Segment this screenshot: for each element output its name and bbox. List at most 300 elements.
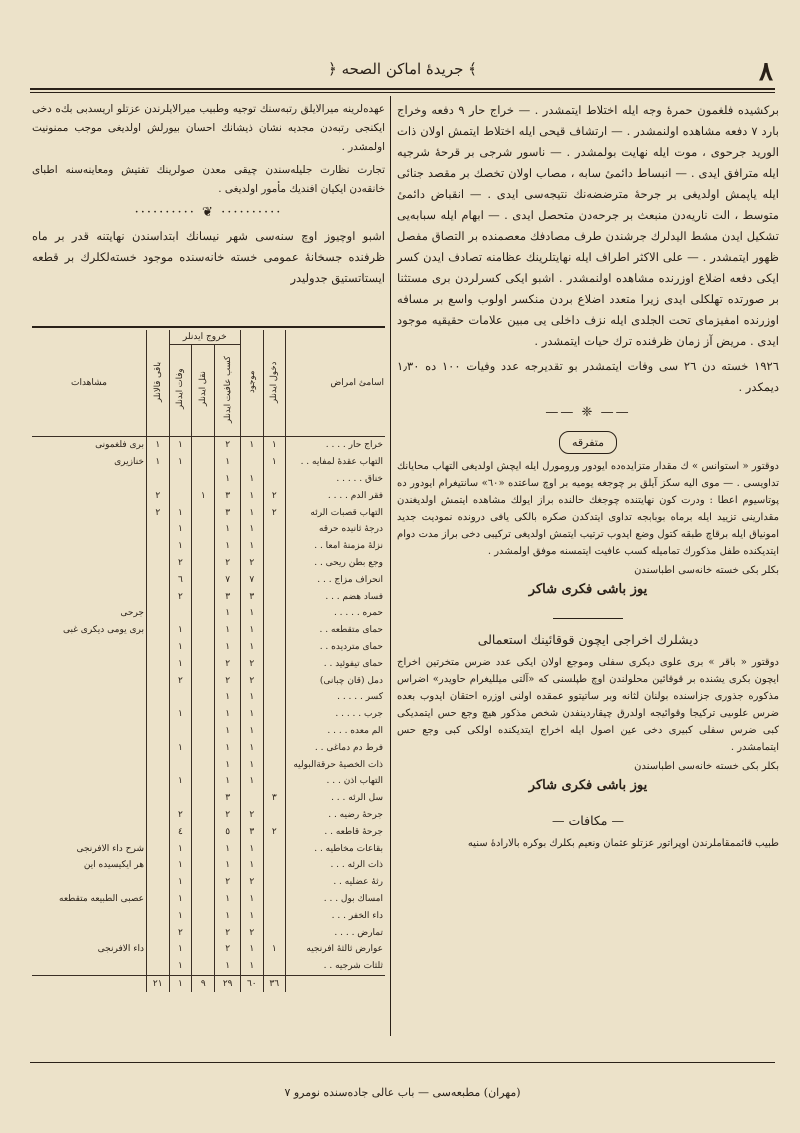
count-cell — [192, 454, 215, 471]
total-cell: ٢١ — [147, 975, 170, 992]
count-cell: ١ — [192, 487, 215, 504]
count-cell: ١ — [169, 773, 192, 790]
observation-cell: خنازيرى — [114, 457, 144, 468]
footer-rule — [30, 1062, 775, 1063]
table-row — [32, 672, 385, 689]
count-cell — [147, 857, 170, 874]
observation-cell — [32, 907, 147, 924]
count-cell — [192, 958, 215, 975]
total-cell: ٢٩ — [215, 975, 241, 992]
count-cell — [192, 538, 215, 555]
count-cell: ١ — [263, 941, 285, 958]
observation-cell — [32, 571, 147, 588]
count-cell — [263, 807, 285, 824]
count-cell: ٣ — [215, 790, 241, 807]
table-row — [32, 655, 385, 672]
count-cell: ١ — [263, 454, 285, 471]
count-cell: ١ — [215, 454, 241, 471]
total-cell: ١ — [169, 975, 192, 992]
count-cell: ٢ — [215, 941, 241, 958]
count-cell — [192, 471, 215, 488]
count-cell — [263, 706, 285, 723]
count-cell: ١ — [241, 521, 263, 538]
count-cell: ١ — [215, 639, 241, 656]
count-cell: ١ — [215, 739, 241, 756]
count-cell: ١ — [169, 504, 192, 521]
table-row — [32, 958, 385, 975]
count-cell — [147, 907, 170, 924]
count-cell: ١ — [215, 756, 241, 773]
observation-cell — [32, 639, 147, 656]
observation-cell — [32, 874, 147, 891]
disease-name: خراج حار . . . . — [286, 437, 386, 454]
count-cell — [263, 857, 285, 874]
disease-name: التهاب قصبات الرئه — [286, 504, 386, 521]
count-cell — [192, 689, 215, 706]
printer-footer: (مهران) مطبعه‌سى — باب عالى جاده‌سنده نومرو ٧ — [284, 1086, 521, 1099]
table-row — [32, 840, 385, 857]
count-cell: ١ — [241, 941, 263, 958]
count-cell: ١ — [241, 739, 263, 756]
count-cell — [147, 471, 170, 488]
count-cell: ١ — [241, 471, 263, 488]
table-row — [32, 571, 385, 588]
observation-cell: برى يومى ديكرى غبى — [63, 625, 144, 636]
count-cell: ١ — [241, 857, 263, 874]
count-cell — [263, 538, 285, 555]
count-cell — [169, 471, 192, 488]
count-cell — [263, 605, 285, 622]
count-cell — [263, 471, 285, 488]
disease-name: التهاب عقدهٔ لمفايه . . — [286, 454, 386, 471]
disease-name: ثلثات شرجيه . . — [286, 958, 386, 975]
count-cell: ١ — [241, 706, 263, 723]
table-row — [32, 504, 385, 521]
table-row — [32, 622, 385, 639]
count-cell: ١ — [215, 958, 241, 975]
count-cell: ١ — [241, 958, 263, 975]
disease-name: فساد هضم . . . — [286, 588, 386, 605]
table-row — [32, 739, 385, 756]
statistics-table — [32, 330, 385, 992]
count-cell — [263, 907, 285, 924]
count-cell: ١ — [215, 857, 241, 874]
count-cell: ٢ — [169, 672, 192, 689]
table-row — [32, 689, 385, 706]
count-cell — [192, 823, 215, 840]
disease-name: جرحهٔ قاطعه . . — [286, 823, 386, 840]
count-cell: ١ — [169, 739, 192, 756]
observations-header: مشاهدات — [32, 330, 147, 437]
count-cell — [263, 588, 285, 605]
count-cell — [263, 655, 285, 672]
disease-name: امساك بول . . . — [286, 891, 386, 908]
count-cell — [263, 571, 285, 588]
count-cell: ٣ — [215, 504, 241, 521]
table-row — [32, 588, 385, 605]
total-cell: ٣٦ — [263, 975, 285, 992]
count-cell: ٢ — [263, 823, 285, 840]
count-cell — [192, 874, 215, 891]
disease-name: ذات الرئه . . . — [286, 857, 386, 874]
count-cell: ٦ — [169, 571, 192, 588]
observation-cell — [32, 487, 147, 504]
count-cell — [263, 958, 285, 975]
count-cell — [192, 655, 215, 672]
count-cell — [192, 672, 215, 689]
disease-name: التهاب اذن . . . — [286, 773, 386, 790]
count-cell: ١ — [241, 689, 263, 706]
count-cell: ١ — [169, 454, 192, 471]
disease-name: دمل (قان چبانى) — [286, 672, 386, 689]
count-cell: ٢ — [169, 807, 192, 824]
table-row — [32, 874, 385, 891]
awards-text: طبيب قائممقاملرندن اوپراتور عزتلو عثمان ونعيم بكلرك بوكره بالارادهٔ سنيه — [467, 838, 779, 849]
count-cell — [169, 756, 192, 773]
observation-cell — [32, 756, 147, 773]
count-cell — [147, 739, 170, 756]
count-cell: ٥ — [215, 823, 241, 840]
count-cell: ١ — [169, 907, 192, 924]
count-cell: ٣ — [241, 823, 263, 840]
header-rule — [30, 88, 775, 90]
observation-cell — [32, 706, 147, 723]
ornament-divider-left: ·········· ❦ ·········· — [134, 205, 283, 220]
count-cell — [192, 924, 215, 941]
count-cell — [241, 790, 263, 807]
count-cell: ٢ — [241, 655, 263, 672]
count-cell — [147, 622, 170, 639]
count-cell: ١ — [215, 622, 241, 639]
count-cell — [147, 706, 170, 723]
count-cell — [192, 555, 215, 572]
count-cell: ١ — [241, 773, 263, 790]
count-cell — [192, 605, 215, 622]
section2-text: دوقتور « باقر » برى علوى ديكرى سفلى وموجع اولان ايكى عدد ضرس متخرتين اخراج ايچون بكرى يشنده بر قوقائين محلولندن اوچ طپلسنى كه «آلتى ميلليغرام حاويدر» اضراس مذكوره جذورى جزاسنده بولنان لثانه وبر ساتيتوو عمقده اولنى اوزره احتقان ايدوب بعده ضرس علوىيى تركيجا وقوائيجه اولدرق چيقاردينفدن شخص مذكور هيچ وجع حس ايتمديكى كبى ضرس سفلى كبيرى دخى عين اصول ايله اخراج ايتديكنده اولكى كبى وجع حس ايتمامشدر . — [397, 657, 779, 753]
observation-cell: شرح داء الافرنجى — [76, 843, 144, 854]
journal-title: ﴾ جريدهٔ اماكن الصحه ﴿ — [328, 60, 477, 78]
disease-name: الم معده . . . . — [286, 723, 386, 740]
count-cell — [192, 773, 215, 790]
disease-name: خناق . . . . . — [286, 471, 386, 488]
observation-cell — [32, 504, 147, 521]
observation-cell — [32, 471, 147, 488]
count-cell — [147, 571, 170, 588]
count-cell: ١ — [241, 907, 263, 924]
count-cell: ٣ — [263, 790, 285, 807]
count-cell — [263, 639, 285, 656]
disease-name: جرحهٔ رضيه . . — [286, 807, 386, 824]
ornament-divider: —— ❈ —— — [545, 405, 631, 420]
count-cell — [169, 487, 192, 504]
count-cell: ٢ — [241, 807, 263, 824]
section2-signature: يوز باشى فكرى شاكر — [528, 778, 648, 793]
count-cell — [241, 454, 263, 471]
count-cell: ١ — [169, 958, 192, 975]
count-cell — [147, 891, 170, 908]
count-cell — [192, 857, 215, 874]
count-cell: ١ — [241, 538, 263, 555]
count-cell: ١ — [215, 471, 241, 488]
count-cell: ٧ — [215, 571, 241, 588]
count-cell — [192, 790, 215, 807]
table-row — [32, 790, 385, 807]
count-cell: ١ — [169, 521, 192, 538]
totals-obs — [32, 975, 147, 992]
count-cell — [263, 622, 285, 639]
page-header — [30, 55, 775, 85]
observation-cell — [32, 723, 147, 740]
misc-text: دوقتور « استوانس » ك مقدار متزايده‌ده ايودور ورومورل ايله ايچش اولديغى التهاب محايانك تداويسى . — موى اليه سكز آيلق بر چوجغه يوميه بر اوچ ساعتده «٦٠» سانتيغرام ايودور ده پوتاسيوم اعطا : ودرت كون نهايتنده چوجغك حالنده براز ايولك مشاهده ايتمش اولديغندن مقدارينى تزييد ايله برماه بوبابجه تداوى ايتدكدن صكره بالكى يافى درونده نموديت جديد امونياق ايله برقاچ طبقه كتول وضع ايدوب ترتيب ايتمش اولديغى تركيبى دخى براز مدت دوام ايتديكنده طفل مذكورك تماميله كسب عافيت ايتمسنه موفق اولمشدر . — [397, 461, 779, 557]
count-cell — [263, 689, 285, 706]
count-cell — [192, 706, 215, 723]
disease-name: نزلهٔ مزمنهٔ امعا . . — [286, 538, 386, 555]
count-cell: ١ — [169, 706, 192, 723]
count-cell: ٣ — [215, 588, 241, 605]
count-cell: ٤ — [169, 823, 192, 840]
count-cell: ١ — [215, 538, 241, 555]
count-cell: ١ — [215, 605, 241, 622]
observation-cell — [32, 655, 147, 672]
left-top-text: عهده‌لرينه ميرالايلق رتبه‌سنك توجيه وطبيب ميرالايلرندن عزتلو اريسدبى بك‌ه دخى ايكنجى رتبه‌دن مجديه نشان ذيشانك احسان بيورلش اولديغى موجب ممنونيت اولمشدر . — [32, 103, 385, 153]
count-cell — [147, 639, 170, 656]
count-cell: ١ — [241, 639, 263, 656]
observation-cell: برى فلغمونى — [95, 440, 144, 451]
totals-row — [32, 975, 385, 992]
count-cell: ١ — [169, 840, 192, 857]
count-cell: ١ — [169, 874, 192, 891]
count-cell: ١ — [169, 538, 192, 555]
left-column-top — [32, 100, 385, 289]
count-cell: ١ — [241, 840, 263, 857]
count-cell: ١ — [169, 857, 192, 874]
disease-name: داء الخفر . . . — [286, 907, 386, 924]
observation-cell — [32, 924, 147, 941]
observation-cell — [32, 958, 147, 975]
observation-cell — [32, 823, 147, 840]
count-cell: ١ — [169, 622, 192, 639]
count-cell: ١ — [147, 454, 170, 471]
count-cell: ١ — [215, 891, 241, 908]
diseases-header: اسامئ امراض — [286, 330, 386, 437]
count-cell — [192, 723, 215, 740]
table-row — [32, 857, 385, 874]
count-cell — [263, 723, 285, 740]
observation-cell: جرحى — [120, 608, 144, 619]
count-cell: ٣ — [215, 487, 241, 504]
disease-name: حماى تيفوئيد . . — [286, 655, 386, 672]
disease-name: تمارض . . . . — [286, 924, 386, 941]
count-cell: ٣ — [241, 588, 263, 605]
disease-name: انحراف مزاج . . . — [286, 571, 386, 588]
count-cell: ١ — [241, 756, 263, 773]
count-cell — [169, 689, 192, 706]
count-cell: ٢ — [263, 504, 285, 521]
exits-header: خروج ايدنلر — [169, 330, 241, 345]
count-cell: ٢ — [241, 924, 263, 941]
count-cell: ٢ — [147, 487, 170, 504]
count-cell: ١ — [241, 891, 263, 908]
remaining-header: باقى قالانلر — [147, 330, 170, 437]
disease-name: رثهٔ عضليه . . — [286, 874, 386, 891]
count-cell: ٢ — [215, 655, 241, 672]
table-body — [32, 437, 385, 993]
count-cell — [147, 807, 170, 824]
observation-cell — [32, 588, 147, 605]
table-top-rule — [32, 326, 385, 328]
disease-name: فرط دم دماغى . . — [286, 739, 386, 756]
count-cell — [192, 571, 215, 588]
table-row — [32, 924, 385, 941]
table-row — [32, 487, 385, 504]
count-cell: ١ — [169, 655, 192, 672]
count-cell: ٢ — [215, 437, 241, 454]
misc-signature-note: بكلر بكى خسته خانه‌سى اطباسندن — [634, 565, 779, 576]
page-number: ٨ — [759, 57, 773, 87]
count-cell — [147, 588, 170, 605]
count-cell: ٢ — [263, 487, 285, 504]
table-row — [32, 437, 385, 454]
transferred-header: نقل ايدنلر — [192, 345, 215, 437]
count-cell — [192, 622, 215, 639]
totals-label — [286, 975, 386, 992]
observation-cell: عصبى الطبيعه متقطعه — [59, 893, 144, 904]
disease-name: حمره . . . . . — [286, 605, 386, 622]
table-row — [32, 521, 385, 538]
count-cell: ٢ — [241, 555, 263, 572]
disease-name: عوارض ثالثهٔ افرنجيه — [286, 941, 386, 958]
total-cell: ٩ — [192, 975, 215, 992]
count-cell: ١ — [147, 437, 170, 454]
misc-signature: يوز باشى فكرى شاكر — [528, 582, 648, 597]
observation-cell: هر ايكيسيده اين — [83, 860, 144, 871]
table-row — [32, 773, 385, 790]
count-cell: ٢ — [215, 672, 241, 689]
healed-header: كسب عافيت ايدنلر — [215, 345, 241, 437]
count-cell: ٢ — [241, 672, 263, 689]
count-cell — [147, 555, 170, 572]
section-rule — [553, 618, 623, 619]
count-cell — [147, 840, 170, 857]
table-row — [32, 706, 385, 723]
awards-heading: — مكافات — — [552, 813, 624, 828]
disease-name: جرب . . . . . — [286, 706, 386, 723]
count-cell — [147, 790, 170, 807]
count-cell — [192, 941, 215, 958]
section2-signature-note: بكلر بكى خسته خانه‌سى اطباسندن — [634, 761, 779, 772]
mortality-paragraph: ١٩٢٦ خسته دن ٢٦ سى وفات ايتمشدر بو تقديرجه عدد وفيات ١٠٠ ده ١٫٣٠ ديمكدر . — [397, 359, 780, 394]
table-row — [32, 471, 385, 488]
count-cell: ١ — [169, 891, 192, 908]
count-cell: ١ — [263, 437, 285, 454]
count-cell: ١ — [241, 622, 263, 639]
count-cell — [263, 739, 285, 756]
count-cell — [169, 790, 192, 807]
count-cell: ٢ — [215, 924, 241, 941]
existing-header: موجود — [241, 330, 263, 437]
count-cell: ٢ — [215, 807, 241, 824]
count-cell — [192, 840, 215, 857]
count-cell: ١ — [215, 907, 241, 924]
right-column — [397, 100, 779, 852]
count-cell — [147, 874, 170, 891]
count-cell — [147, 521, 170, 538]
disease-name: ذات الخصيهٔ حرقةالبوليه — [286, 756, 386, 773]
observation-cell — [32, 538, 147, 555]
observation-cell — [32, 672, 147, 689]
count-cell: ١ — [241, 723, 263, 740]
disease-name: حماى مترديده . . — [286, 639, 386, 656]
count-cell — [169, 605, 192, 622]
table-row — [32, 723, 385, 740]
count-cell: ٢ — [169, 588, 192, 605]
count-cell — [263, 924, 285, 941]
disease-name: كسر . . . . . — [286, 689, 386, 706]
article-paragraph: بركشيده فلغمون حمرهٔ وجه ايله اختلاط ايتمشدر . — خراج حار ٩ دفعه وخراج بارد ٧ دفعه مشاهده اولنمشدر . — ارتشاف قيحى ايله اختلاط ايتمش اولان ذات الوريد جرحوى ، موت ايله نهايت بولمشدر . — ناسور شرجى بر قرحهٔ شرجيه ايله مترافق ايدى . — انبساط دائمىٔ سابه ، مصاب اولان تخصك بر مقصد جنائى ايله ياپمش اولديغى بر جرحهٔ مترضضه‌نك نتيجه‌سى ايدى . — انقباض دائمىٔ متوسط ، الت ناريه‌دن منبعث بر جرحه‌دن متحصل ايدى . — ابهام ايله سبابه‌يى تشكيل ايدن مشط اليدلرك جرشندن طرف مصادفك معصمنده بر التصاق مفصل ظهور ايتمشدر . — على الاكثر اطراف ايله نهايتلرينك عظامنه تصادف ايدن كسر ايكى دفعه اضلاع اوزرنده مشاهده اولنمشدر . اشبو ايكى كسرلردن برى مستثنا بر صورتده تهلكلى ايدى زيرا متعدد اضلاع بردن منكسر اولوب واسع بر مسافه اوزرنده امفيزمای تحت الجلدى ايله نزف داخلى يى مبين علامات حقيقيه موجود ايدى . مريض آز زمان ظرفنده ترك حيات ايتمشدر . — [397, 103, 779, 348]
count-cell: ١ — [241, 504, 263, 521]
count-cell — [192, 588, 215, 605]
table-row — [32, 538, 385, 555]
count-cell — [192, 756, 215, 773]
count-cell — [263, 756, 285, 773]
disease-name: وجع بطن ريحى . . — [286, 555, 386, 572]
count-cell — [147, 538, 170, 555]
count-cell — [192, 807, 215, 824]
disease-name: فقر الدم . . . . — [286, 487, 386, 504]
table-row — [32, 907, 385, 924]
misc-heading-wrap — [397, 431, 779, 454]
count-cell: ١ — [241, 487, 263, 504]
count-cell — [147, 924, 170, 941]
count-cell — [147, 655, 170, 672]
count-cell — [147, 958, 170, 975]
count-cell: ١ — [215, 723, 241, 740]
entered-header: دخول ايدنلر — [263, 330, 285, 437]
count-cell — [263, 874, 285, 891]
count-cell — [263, 521, 285, 538]
misc-heading: متفرقه — [559, 431, 617, 454]
count-cell: ١ — [169, 941, 192, 958]
observation-cell: داء الافرنجى — [97, 944, 144, 955]
table-row — [32, 941, 385, 958]
count-cell: ١ — [241, 437, 263, 454]
disease-name: حماى متقطعه . . — [286, 622, 386, 639]
count-cell: ٢ — [241, 874, 263, 891]
column-divider — [390, 96, 391, 1036]
observation-cell — [32, 555, 147, 572]
header-rule-thin — [30, 92, 775, 93]
count-cell: ٢ — [215, 874, 241, 891]
count-cell — [192, 437, 215, 454]
observation-cell — [32, 521, 147, 538]
count-cell: ١ — [215, 689, 241, 706]
total-cell: ٦٠ — [241, 975, 263, 992]
count-cell: ٢ — [169, 924, 192, 941]
observation-cell — [32, 807, 147, 824]
count-cell — [192, 739, 215, 756]
count-cell — [192, 639, 215, 656]
count-cell — [192, 521, 215, 538]
table-row — [32, 555, 385, 572]
disease-name: درجهٔ ثانيده حرقه — [286, 521, 386, 538]
count-cell — [263, 555, 285, 572]
count-cell — [147, 823, 170, 840]
disease-name: سل الرئه . . . — [286, 790, 386, 807]
observation-cell — [32, 790, 147, 807]
observation-cell — [32, 773, 147, 790]
count-cell: ١ — [215, 840, 241, 857]
count-cell — [147, 941, 170, 958]
